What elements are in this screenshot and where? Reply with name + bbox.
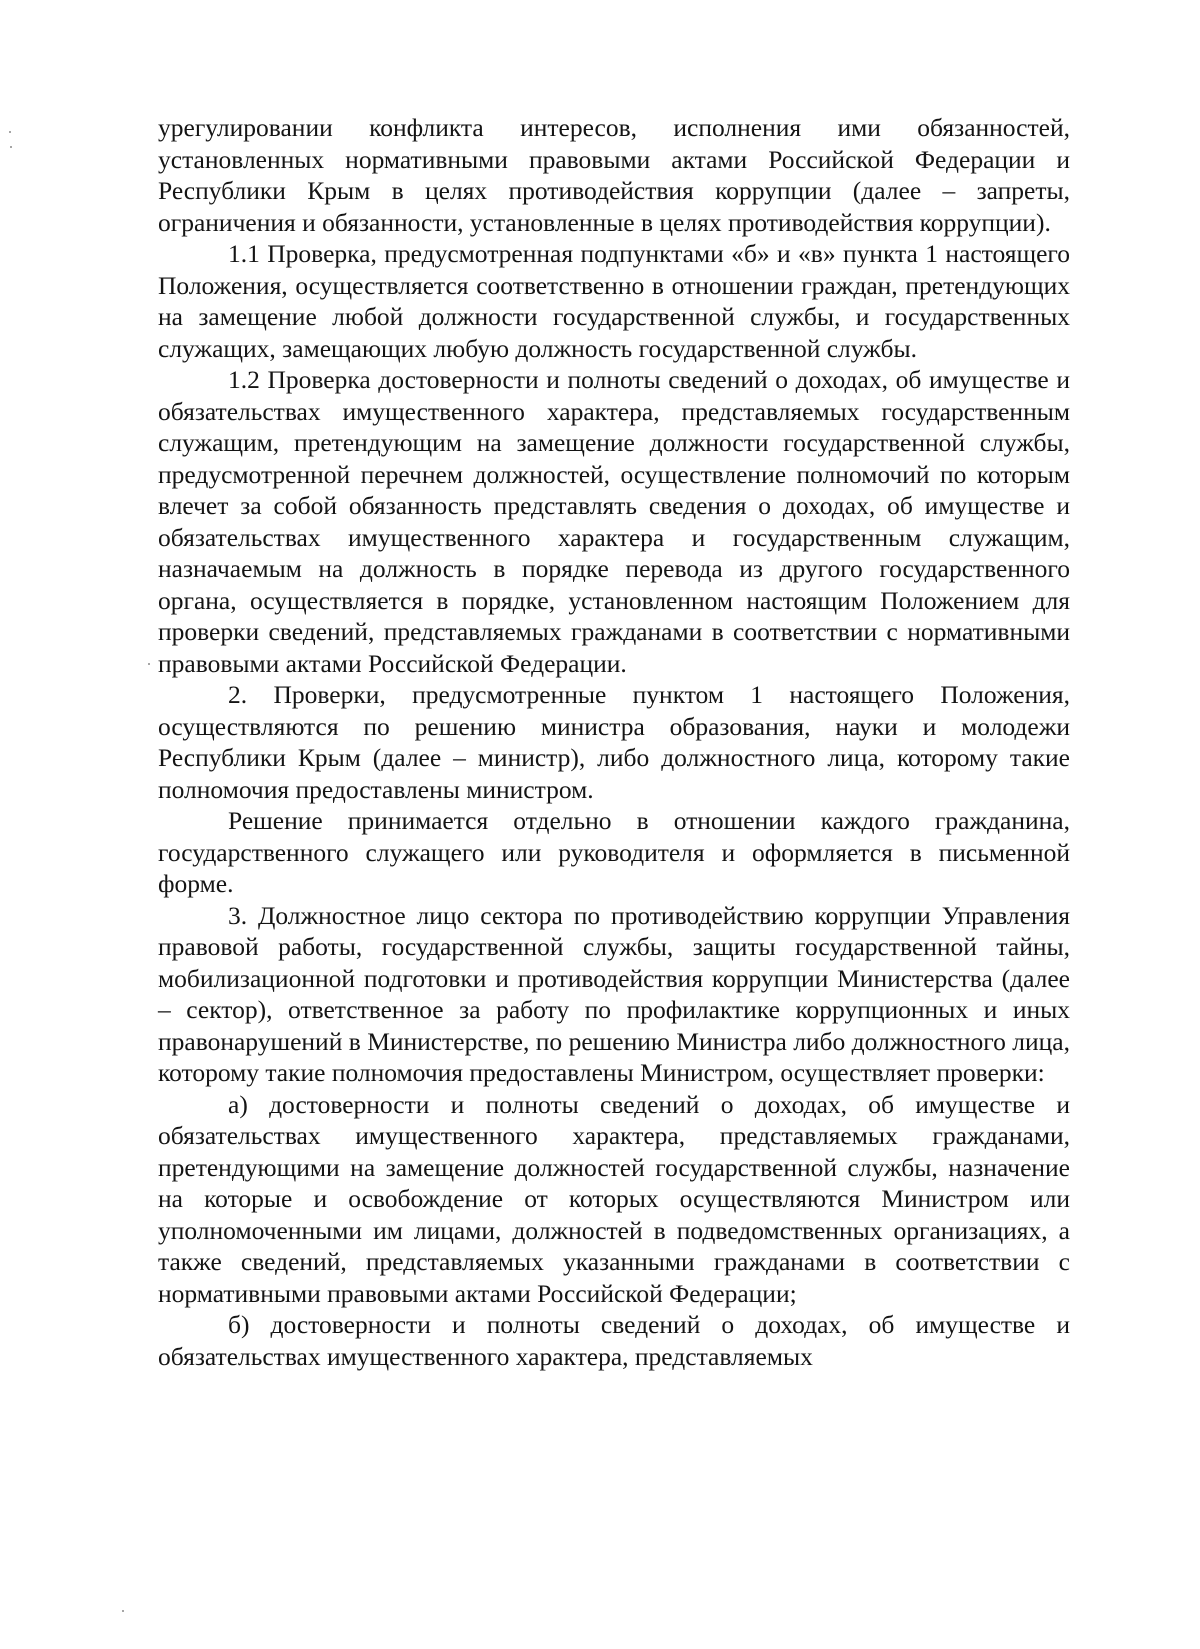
paragraph-3-a: а) достоверности и полноты сведений о доходах, об имуществе и обязательствах имущественного характера, представляемых гражданами, претендующими на замещение должностей государственной службы, назначение на которые и освобождение от которых осуществляются Министром или уполномоченными им лицами, должностей в подведомственных организациях, а также сведений, представляемых указанными гражданами в соответствии с нормативными правовыми актами Российской Федерации; — [158, 1089, 1070, 1308]
paragraph-2-decision: Решение принимается отдельно в отношении каждого гражданина, государственного служащего или руководителя и оформляется в письменной форме. — [158, 806, 1070, 898]
scan-speck — [148, 663, 150, 665]
scan-speck — [122, 1610, 124, 1612]
paragraph-1-2: 1.2 Проверка достоверности и полноты сведений о доходах, об имуществе и обязательствах имущественного характера, представляемых государственным служащим, претендующим на замещение должности государственной службы, предусмотренной перечнем должностей, осуществление полномочий по которым влечет за собой обязанность представлять сведения о доходах, об имуществе и обязательствах имущественного характера и государственным служащим, назначаемым на должность в порядке перевода из другого государственного органа, осуществляется в порядке, установленном настоящим Положением для проверки сведений, представляемых гражданами в соответствии с нормативными правовыми актами Российской Федерации. — [158, 365, 1070, 678]
paragraph-3-b: б) достоверности и полноты сведений о доходах, об имуществе и обязательствах имущественного характера, представляемых — [158, 1310, 1070, 1371]
scan-speck — [9, 131, 11, 133]
document-body — [158, 112, 1070, 1372]
paragraph-3: 3. Должностное лицо сектора по противодействию коррупции Управления правовой работы, государственной службы, защиты государственной тайны, мобилизационной подготовки и противодействия коррупции Министерства (далее – сектор), ответственное за работу по профилактике коррупционных и иных правонарушений в Министерстве, по решению Министра либо должностного лица, которому такие полномочия предоставлены Министром, осуществляет проверки: — [158, 900, 1070, 1087]
scan-speck — [10, 146, 12, 148]
paragraph-2: 2. Проверки, предусмотренные пунктом 1 настоящего Положения, осуществляются по решению министра образования, науки и молодежи Республики Крым (далее – министр), либо должностного лица, которому такие полномочия предоставлены министром. — [158, 680, 1070, 804]
paragraph-1-1: 1.1 Проверка, предусмотренная подпунктами «б» и «в» пункта 1 настоящего Положения, осуществляется соответственно в отношении граждан, претендующих на замещение любой должности государственной службы, и государственных служащих, замещающих любую должность государственной службы. — [158, 239, 1070, 363]
paragraph-continuation: урегулировании конфликта интересов, исполнения ими обязанностей, установленных нормативными правовыми актами Российской Федерации и Республики Крым в целях противодействия коррупции (далее – запреты, ограничения и обязанности, установленные в целях противодействия коррупции). — [158, 113, 1070, 237]
